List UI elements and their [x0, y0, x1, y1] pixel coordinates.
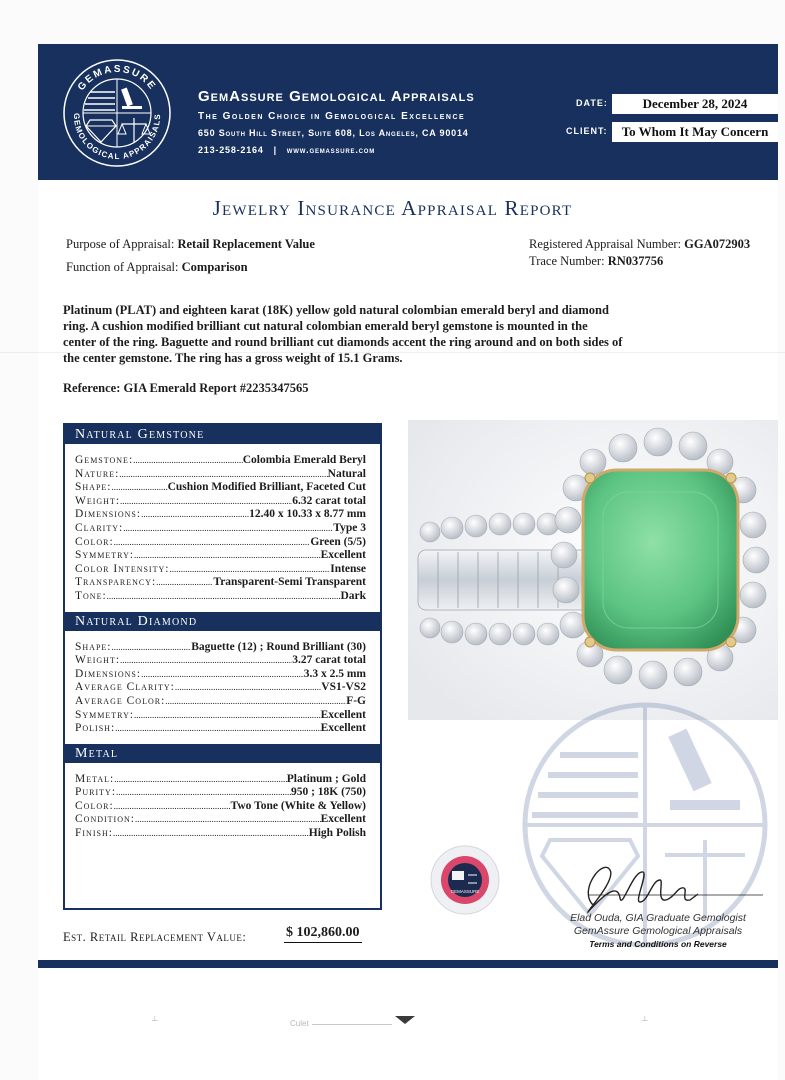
trace-label: Trace Number: — [529, 254, 605, 268]
spec-leader-dots — [111, 481, 167, 495]
gia-reference: Reference: GIA Emerald Report #2235347565 — [63, 381, 309, 395]
function-of-appraisal — [66, 260, 248, 275]
spec-row — [75, 576, 366, 590]
spec-leader-dots — [141, 668, 304, 682]
spec-label: Polish: — [75, 722, 116, 735]
date-value: December 28, 2024 — [612, 94, 778, 114]
spec-row — [75, 495, 366, 509]
metal-rows — [65, 763, 380, 849]
client-label: CLIENT: — [566, 126, 608, 136]
spec-label: Clarity: — [75, 521, 124, 534]
purpose-label: Purpose of Appraisal: — [66, 237, 175, 251]
report-title: Jewelry Insurance Appraisal Report — [212, 196, 573, 220]
culet-label: Culet — [290, 1019, 309, 1028]
spec-leader-dots — [134, 709, 321, 723]
spec-value: Platinum ; Gold — [286, 772, 366, 785]
spec-label: Transparency: — [75, 576, 157, 589]
spec-value: Excellent — [320, 722, 366, 735]
spec-value: 6.32 carat total — [292, 494, 366, 507]
spec-label: Nature: — [75, 467, 120, 480]
ring-photo — [408, 420, 778, 720]
tick-mark-left: ┴ — [152, 1016, 158, 1025]
spec-leader-dots — [114, 773, 287, 787]
spec-leader-dots — [156, 576, 213, 590]
spec-value: Colombia Emerald Beryl — [242, 454, 366, 466]
signature-block — [548, 912, 768, 951]
spec-label: Shape: — [75, 640, 112, 653]
spec-row — [75, 549, 366, 563]
specifications-panel — [63, 423, 382, 910]
spec-leader-dots — [115, 722, 320, 736]
spec-label: Average Color: — [75, 694, 166, 707]
function-label: Function of Appraisal: — [66, 260, 179, 274]
spec-leader-dots — [119, 468, 327, 482]
appraiser-name: Elad Ouda, GIA Graduate Gemologist — [570, 912, 746, 924]
spec-label: Color: — [75, 535, 114, 548]
trace-number — [529, 254, 663, 269]
registered-appraisal-number — [529, 237, 750, 252]
est-value-amount: $ 102,860.00 — [284, 925, 362, 943]
spec-row — [75, 722, 366, 736]
spec-label: Purity: — [75, 786, 117, 799]
spec-label: Color: — [75, 799, 114, 812]
spec-label: Dimensions: — [75, 508, 142, 521]
company-tagline: The Golden Choice in Gemological Excellence — [198, 111, 466, 122]
reg-label: Registered Appraisal Number: — [529, 237, 682, 251]
spec-row — [75, 773, 366, 787]
company-seal-logo — [62, 58, 172, 168]
spec-leader-dots — [114, 536, 311, 550]
spec-row — [75, 522, 366, 536]
company-website[interactable]: www.gemassure.com — [286, 145, 376, 155]
spec-leader-dots — [111, 641, 191, 655]
spec-value: High Polish — [308, 827, 366, 840]
spec-label: Weight: — [75, 494, 121, 507]
company-name: GemAssure Gemological Appraisals — [198, 88, 475, 105]
spec-value: F-G — [346, 694, 366, 707]
spec-label: Tone: — [75, 589, 107, 602]
spec-leader-dots — [169, 563, 330, 577]
tick-mark-right: ┴ — [642, 1016, 648, 1025]
spec-row — [75, 536, 366, 550]
spec-row — [75, 481, 366, 495]
spec-row — [75, 454, 366, 468]
purpose-value: Retail Replacement Value — [177, 237, 315, 251]
spec-value: Cushion Modified Brilliant, Faceted Cut — [167, 481, 366, 494]
spec-value: Transparent-Semi Transparent — [213, 576, 366, 589]
company-phone: 213-258-2164 — [198, 145, 264, 155]
spec-value: Baguette (12) ; Round Brilliant (30) — [191, 640, 366, 653]
spec-leader-dots — [120, 654, 292, 668]
spec-label: Dimensions: — [75, 667, 142, 680]
spec-label: Condition: — [75, 813, 135, 826]
spec-leader-dots — [113, 827, 309, 841]
spec-row — [75, 468, 366, 482]
spec-value: Dark — [340, 589, 366, 602]
spec-row — [75, 827, 366, 841]
trace-value: RN037756 — [607, 254, 664, 268]
est-value-label: Est. Retail Replacement Value: — [63, 930, 247, 944]
spec-label: Symmetry: — [75, 549, 135, 562]
purpose-of-appraisal — [66, 237, 315, 252]
company-contact — [198, 145, 475, 155]
spec-leader-dots — [114, 800, 231, 814]
seal-bottom-text: GEMOLOGICAL APPRAISALS — [71, 113, 163, 162]
spec-row — [75, 590, 366, 604]
company-address: 650 South Hill Street, Suite 608, Los Angeles, CA 90014 — [198, 128, 469, 138]
spec-leader-dots — [120, 495, 292, 509]
report-header — [38, 44, 778, 180]
spec-row — [75, 654, 366, 668]
client-value: To Whom It May Concern — [612, 122, 778, 142]
spec-leader-dots — [135, 813, 321, 827]
spec-row — [75, 508, 366, 522]
footer-bar — [38, 960, 778, 968]
spec-leader-dots — [116, 786, 291, 800]
spec-label: Shape: — [75, 481, 112, 494]
spec-value: Excellent — [320, 708, 366, 721]
spec-value: Excellent — [320, 549, 366, 562]
spec-label: Weight: — [75, 654, 121, 667]
spec-value: 12.40 x 10.33 x 8.77 mm — [249, 508, 366, 521]
appraiser-company: GemAssure Gemological Appraisals — [573, 925, 743, 937]
spec-row — [75, 681, 366, 695]
contact-separator: | — [273, 145, 277, 155]
spec-value: Type 3 — [333, 521, 366, 534]
hologram-sticker-icon — [430, 845, 500, 915]
metal-heading: Metal — [65, 744, 380, 763]
date-label: DATE: — [576, 98, 608, 108]
gemstone-heading: Natural Gemstone — [65, 425, 380, 444]
spec-row — [75, 709, 366, 723]
spec-leader-dots — [175, 681, 321, 695]
reg-value: GGA072903 — [684, 237, 751, 251]
spec-leader-dots — [107, 590, 341, 604]
culet-arrow-icon — [395, 1016, 415, 1024]
spec-row — [75, 668, 366, 682]
spec-value: Intense — [330, 562, 366, 575]
diamond-rows — [65, 631, 380, 744]
spec-value: Excellent — [320, 813, 366, 826]
spec-label: Symmetry: — [75, 708, 135, 721]
spec-leader-dots — [133, 454, 243, 468]
spec-value: Natural — [327, 467, 366, 480]
spec-row — [75, 563, 366, 577]
diamond-heading: Natural Diamond — [65, 612, 380, 631]
spec-label: Metal: — [75, 772, 115, 785]
spec-value: Two Tone (White & Yellow) — [230, 799, 366, 812]
spec-row — [75, 786, 366, 800]
spec-leader-dots — [165, 695, 346, 709]
spec-row — [75, 695, 366, 709]
spec-row — [75, 813, 366, 827]
hologram-text: GEMASSURE — [450, 889, 480, 894]
spec-value: VS1-VS2 — [321, 681, 366, 694]
item-description: Platinum (PLAT) and eighteen karat (18K) yellow gold natural colombian emerald beryl and diamond ring. A cushion modified brilliant cut natural colombian emerald beryl gemstone is mounted in the center of the ring. Baguette and round brilliant cut diamonds accent the ring around and on both sides of the center gemstone. The ring has a gross weight of 15.1 Grams. — [63, 303, 623, 365]
spec-value: 3.27 carat total — [292, 654, 366, 667]
spec-value: Green (5/5) — [310, 535, 366, 548]
seal-top-text: GEMASSURE — [75, 63, 159, 93]
spec-value: 3.3 x 2.5 mm — [303, 667, 366, 680]
gemstone-rows — [65, 444, 380, 612]
company-info — [198, 88, 475, 155]
spec-leader-dots — [134, 549, 321, 563]
spec-leader-dots — [141, 508, 249, 522]
spec-label: Finish: — [75, 827, 113, 840]
spec-row — [75, 800, 366, 814]
terms-notice: Terms and Conditions on Reverse — [589, 939, 727, 949]
spec-row — [75, 641, 366, 655]
paper-fold-line — [0, 352, 785, 353]
spec-label: Average Clarity: — [75, 681, 175, 694]
spec-label: Gemstone: — [75, 454, 134, 466]
spec-label: Color Intensity: — [75, 562, 170, 575]
spec-value: 950 ; 18K (750) — [290, 786, 366, 799]
spec-leader-dots — [123, 522, 333, 536]
function-value: Comparison — [181, 260, 248, 274]
culet-line — [312, 1024, 392, 1025]
